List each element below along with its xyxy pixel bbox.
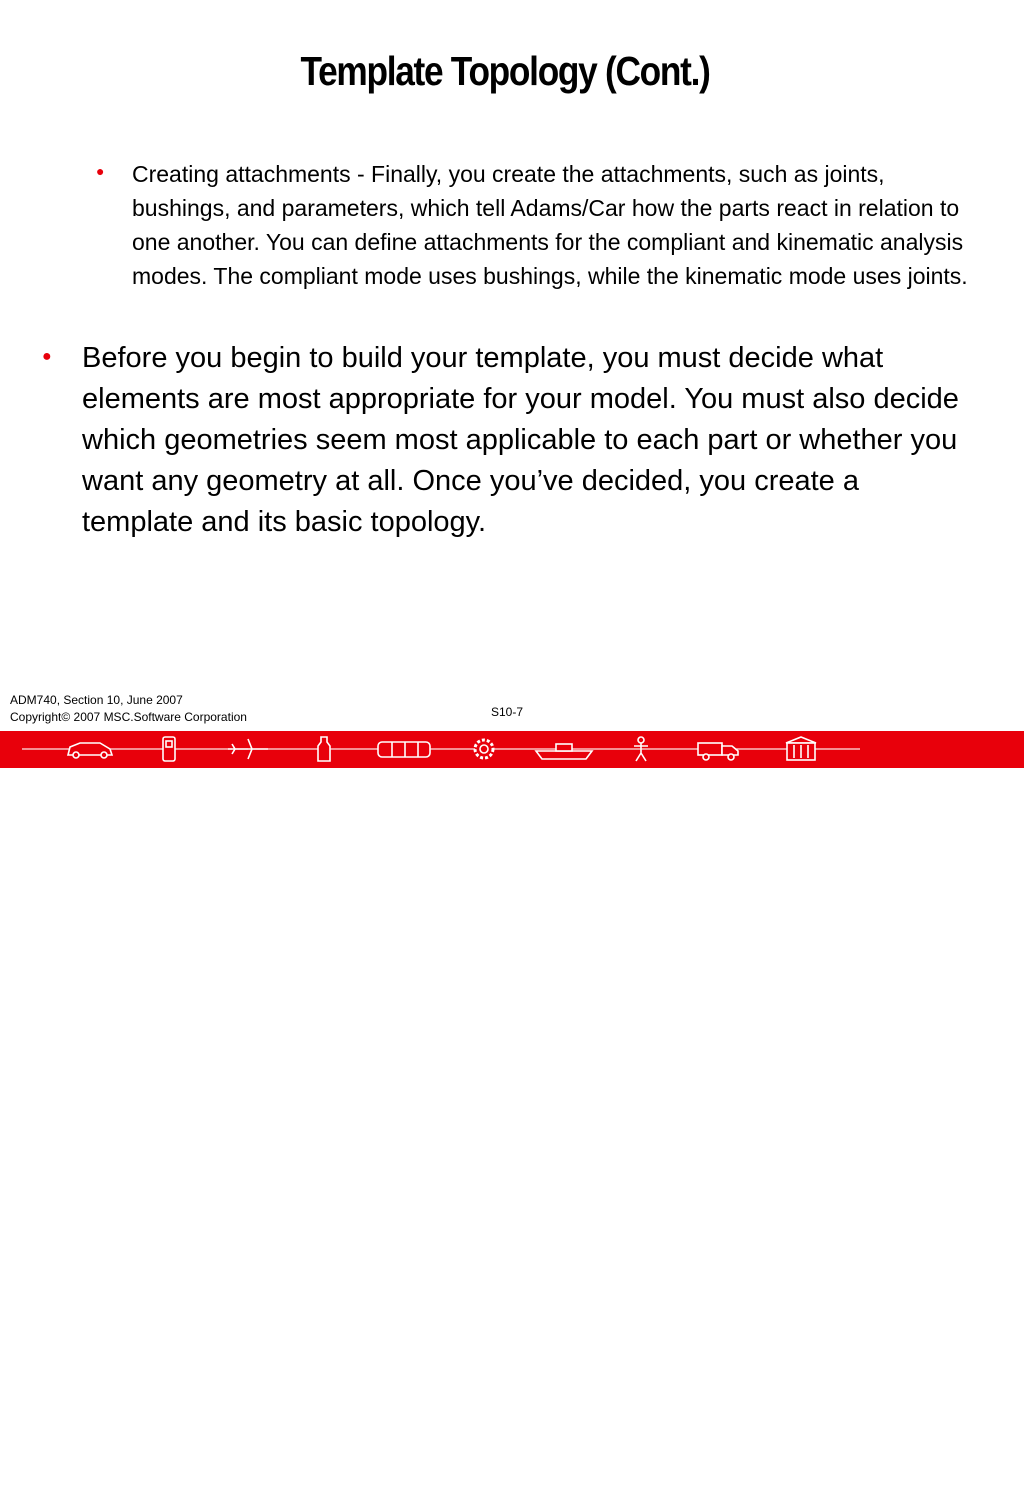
bullet-text: Before you begin to build your template, you must decide what elements are most appropriate for your model. You must also decide which geometries seem most applicable to each part or whether you want any geometry at all. Once you’ve decided, you create a template and its basic topology.	[82, 342, 959, 538]
page-number: S10-7	[491, 705, 524, 719]
bottle-icon	[318, 737, 330, 761]
bullet-dot-icon: ●	[96, 163, 105, 179]
bullet-text: Creating attachments - Finally, you create the attachments, such as joints, bushings, and parameters, which tell Adams/Car how the parts react in relation to one another. You can define attachments for the compliant and kinematic analysis modes. The compliant mode uses bushings, while the kinematic mode uses joints.	[132, 161, 968, 289]
footer-info	[10, 692, 247, 726]
ship-icon	[536, 744, 592, 759]
industry-icons-strip	[0, 731, 880, 768]
msc-software-logo: MSC⨉Software	[882, 1470, 1013, 1490]
bullet-before-you-begin	[42, 338, 972, 543]
train-icon	[378, 742, 430, 757]
brand-band	[0, 731, 1024, 1490]
slide-title: Template Topology (Cont.)	[300, 48, 710, 94]
footer-course-line: ADM740, Section 10, June 2007	[10, 693, 183, 707]
footer-copyright-line: Copyright© 2007 MSC.Software Corporation	[10, 710, 247, 724]
truck-icon	[698, 743, 738, 760]
phone-icon	[163, 737, 175, 761]
bullet-dot-icon: ●	[42, 348, 52, 365]
gear-icon	[475, 740, 493, 758]
airplane-icon	[228, 739, 268, 759]
building-icon	[786, 737, 816, 760]
bullet-creating-attachments	[96, 157, 976, 293]
car-icon	[68, 743, 112, 758]
